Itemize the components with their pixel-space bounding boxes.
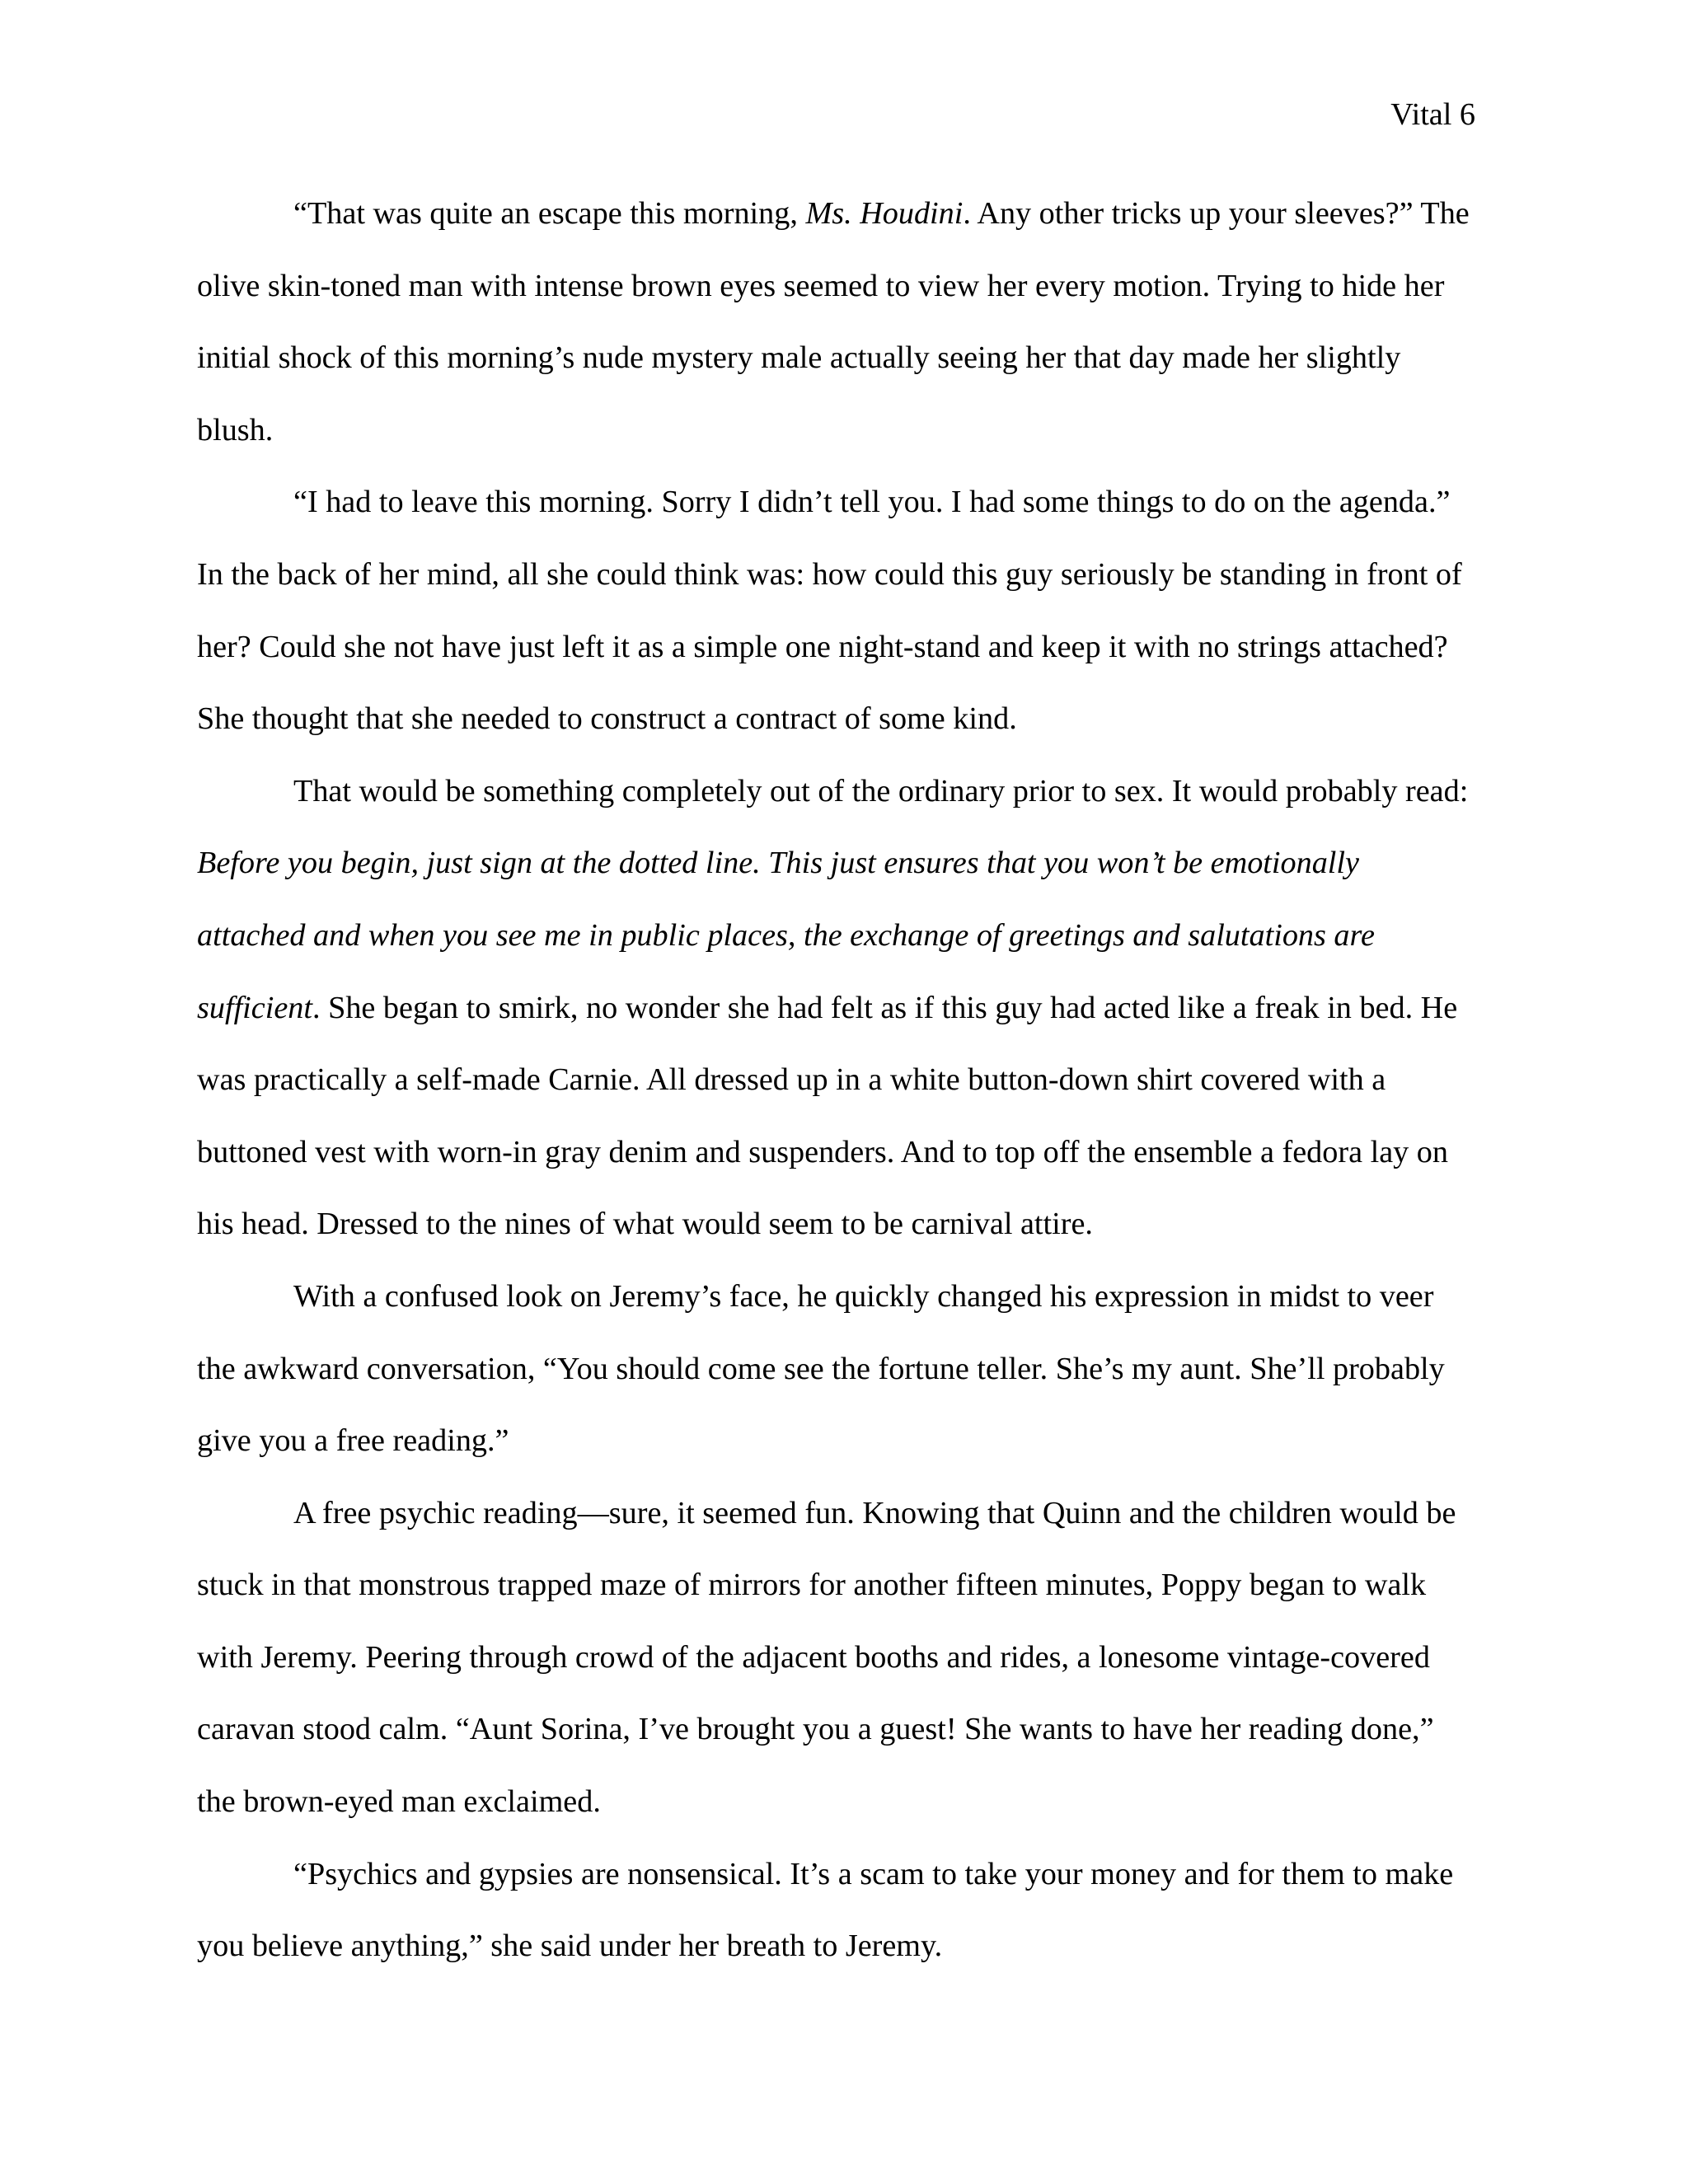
text-line: In the back of her mind, all she could think was: how could this guy seriously be standing in front of xyxy=(197,556,1462,592)
italic-text: Before you begin, just sign at the dotted line. This just ensures that you won’t be emotionally xyxy=(197,846,1359,881)
text-line: caravan stood calm. “Aunt Sorina, I’ve brought you a guest! She wants to have her reading done,” xyxy=(197,1712,1434,1747)
text-line: buttoned vest with worn-in gray denim and suspenders. And to top off the ensemble a fedora lay on xyxy=(197,1134,1448,1169)
text-segment: . Any other tricks up your sleeves?” The xyxy=(963,196,1470,231)
text-line: his head. Dressed to the nines of what would seem to be carnival attire. xyxy=(197,1207,1093,1242)
text-line: blush. xyxy=(197,412,274,448)
text-line: the awkward conversation, “You should come see the fortune teller. She’s my aunt. She’ll probably xyxy=(197,1351,1445,1386)
text-line: That would be something completely out of the ordinary prior to sex. It would probably read: xyxy=(293,773,1469,808)
text-line: her? Could she not have just left it as a simple one night-stand and keep it with no strings attached? xyxy=(197,629,1448,664)
italic-text: Ms. Houdini xyxy=(805,196,964,231)
text-line: give you a free reading.” xyxy=(197,1423,509,1459)
text-line: with Jeremy. Peering through crowd of the adjacent booths and rides, a lonesome vintage-covered xyxy=(197,1639,1430,1675)
paragraph xyxy=(197,1261,1491,1478)
italic-text: attached and when you see me in public places, the exchange of greetings and salutations are xyxy=(197,917,1375,953)
text-line: you believe anything,” she said under her breath to Jeremy. xyxy=(197,1929,943,1964)
paragraph xyxy=(197,1478,1491,1839)
body-text xyxy=(197,178,1491,1983)
text-line: the brown-eyed man exclaimed. xyxy=(197,1784,601,1820)
text-line xyxy=(197,900,1491,972)
text-segment: . She began to smirk, no wonder she had felt as if this guy had acted like a freak in bed. He xyxy=(312,990,1458,1025)
text-line: was practically a self-made Carnie. All dressed up in a white button-down shirt covered with a xyxy=(197,1062,1386,1098)
text-line: “I had to leave this morning. Sorry I didn’t tell you. I had some things to do on the agenda.” xyxy=(293,485,1451,520)
paragraph xyxy=(197,756,1491,1261)
text-segment: “That was quite an escape this morning, xyxy=(293,196,806,231)
text-line: A free psychic reading—sure, it seemed fun. Knowing that Quinn and the children would be xyxy=(293,1495,1456,1530)
paragraph xyxy=(197,1839,1491,1983)
running-head: Vital 6 xyxy=(1390,97,1475,132)
paragraph xyxy=(197,178,1491,466)
text-line: stuck in that monstrous trapped maze of mirrors for another fifteen minutes, Poppy began to walk xyxy=(197,1568,1427,1603)
italic-text: sufficient xyxy=(197,990,312,1025)
text-line: She thought that she needed to construct a contract of some kind. xyxy=(197,701,1017,737)
paragraph xyxy=(197,466,1491,755)
text-line xyxy=(197,178,1491,251)
text-line: olive skin-toned man with intense brown eyes seemed to view her every motion. Trying to hide her xyxy=(197,268,1445,303)
text-line: With a confused look on Jeremy’s face, he quickly changed his expression in midst to veer xyxy=(293,1278,1434,1314)
text-line xyxy=(197,827,1491,900)
text-line xyxy=(197,972,1491,1045)
text-line: initial shock of this morning’s nude mystery male actually seeing her that day made her slightly xyxy=(197,340,1401,376)
text-line: “Psychics and gypsies are nonsensical. It’s a scam to take your money and for them to make xyxy=(293,1856,1454,1891)
